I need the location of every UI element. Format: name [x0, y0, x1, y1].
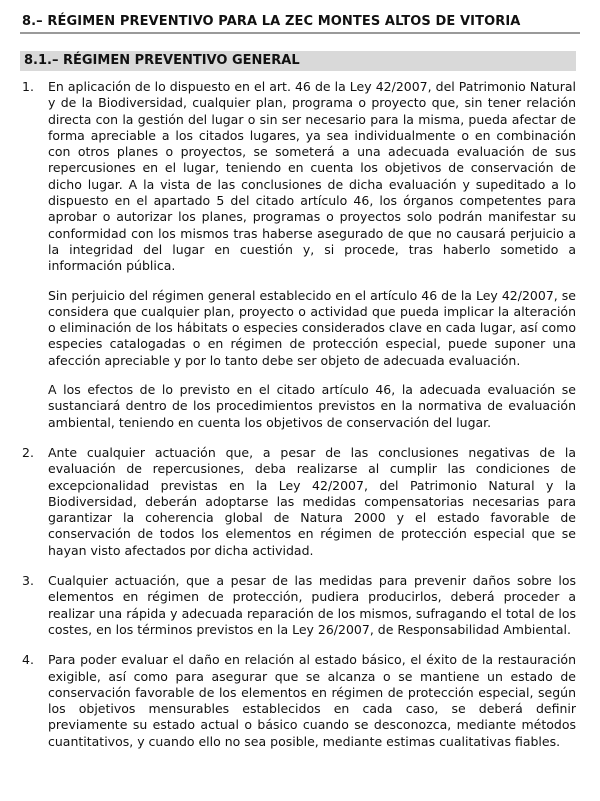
list-item [22, 79, 576, 431]
paragraph: Ante cualquier actuación que, a pesar de las conclusiones negativas de la evaluación de repercusiones, deba realizarse al cumplir las condiciones de excepcionalidad previstas en la Ley 42/2007, del Patrimonio Natural y la Biodiversidad, deberán adoptarse las medidas compensatorias necesarias para garantizar la coherencia global de Natura 2000 y el estado favorable de conservación de todos los elementos en régimen de protección especial que se hayan visto afectados por dicha actividad. [48, 444, 576, 558]
item-number: 2. [22, 444, 34, 460]
item-number: 1. [22, 79, 34, 94]
paragraph: Cualquier actuación, que a pesar de las medidas para prevenir daños sobre los elementos en régimen de protección, pudiera producirlos, deberá proceder a realizar una rápida y adecuada reparación de los mismos, sufragando el total de los costes, en los términos previstos en la Ley 26/2007, de Responsabilidad Ambiental. [48, 573, 576, 637]
item-body [48, 573, 576, 638]
item-number: 3. [22, 573, 34, 589]
item-body [48, 652, 576, 750]
paragraph: En aplicación de lo dispuesto en el art. 46 de la Ley 42/2007, del Patrimonio Natural y de la Biodiversidad, cualquier plan, programa o proyecto que, sin tener relación directa con la gestión del lugar o sin ser necesario para la misma, pueda afectar de forma apreciable a los citados lugares, ya sea individualmente o en combinación con otros planes o proyectos, se someterá a una adecuada evaluación de sus repercusiones en el lugar, teniendo en cuenta los objetivos de conservación de dicho lugar. A la vista de las conclusiones de dicha evaluación y supeditado a lo dispuesto en el apartado 5 del citado artículo 46, los órganos competentes para aprobar o autorizar los planes, programas o proyectos solo podrán manifestar su conformidad con los mismos tras haberse asegurado de que no causará perjuicio a la integridad del lugar en cuestión y, si procede, tras haberlo sometido a información pública. [48, 79, 576, 274]
paragraph: A los efectos de lo previsto en el citado artículo 46, la adecuada evaluación se sustanciará dentro de los procedimientos previstos en la normativa de evaluación ambiental, teniendo en cuenta los objetivos de conservación del lugar. [48, 382, 576, 430]
numbered-list [22, 79, 576, 764]
item-body [48, 79, 576, 431]
subsection-title: 8.1.– RÉGIMEN PREVENTIVO GENERAL [20, 51, 576, 71]
item-body [48, 445, 576, 559]
list-item [22, 573, 576, 638]
list-item [22, 445, 576, 559]
paragraph: Para poder evaluar el daño en relación al estado básico, el éxito de la restauración exigible, así como para asegurar que se alcanza o se mantiene un estado de conservación favorable de los elementos en régimen de protección especial, según los objetivos mensurables establecidos en cada caso, se deberá definir previamente su estado actual o básico cuando se desconozca, mediante métodos cuantitativos, y cuando ello no sea posible, mediante estimas cualitativas fiables. [48, 652, 576, 749]
section-title: 8.– RÉGIMEN PREVENTIVO PARA LA ZEC MONTES ALTOS DE VITORIA [20, 12, 580, 34]
list-item [22, 652, 576, 750]
item-number: 4. [22, 652, 34, 668]
paragraph: Sin perjuicio del régimen general establecido en el artículo 46 de la Ley 42/2007, se considera que cualquier plan, proyecto o actividad que pueda implicar la alteración o eliminación de los hábitats o especies considerados clave en cada lugar, así como especies catalogadas o en régimen de protección especial, puede suponer una afección apreciable y por lo tanto debe ser objeto de adecuada evaluación. [48, 287, 576, 368]
